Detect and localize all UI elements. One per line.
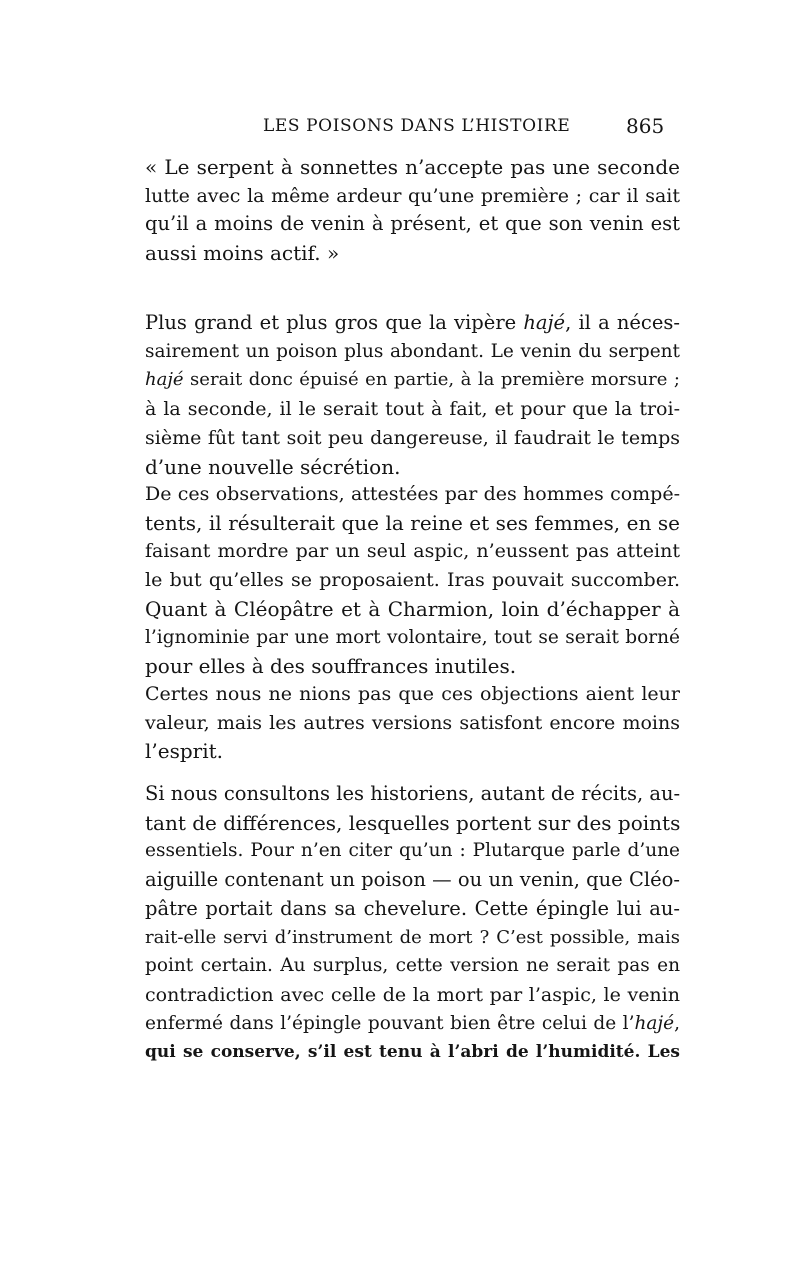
page-header — [0, 114, 800, 144]
text-line: l’esprit. — [145, 739, 224, 764]
text-line: d’une nouvelle sécrétion. — [145, 454, 401, 479]
text-line: Certes nous ne nions pas que ces objections aient leur — [145, 683, 680, 705]
paragraph — [145, 480, 680, 681]
text-line: Si nous consultons les historiens, autant de récits, au- — [145, 782, 681, 805]
text-line: le but qu’elles se proposaient. Iras pouvait succomber. — [145, 569, 680, 592]
text-line: faisant mordre par un seul aspic, n’eussent pas atteint — [145, 540, 680, 563]
running-head: LES POISONS DANS L’HISTOIRE — [263, 116, 571, 136]
text-line: tents, il résulterait que la reine et ses femmes, en se — [145, 510, 680, 535]
text-line: enfermé dans l’épingle pouvant bien être celui de l’hajé, — [145, 1012, 680, 1034]
text-line: pâtre portait dans sa chevelure. Cette épingle lui au- — [145, 896, 680, 920]
text-line: valeur, mais les autres versions satisfont encore moins — [145, 711, 680, 734]
text-line: qu’il a moins de venin à présent, et que son venin est — [145, 212, 680, 236]
text-line: aiguille contenant un poison — ou un venin, que Cléo- — [145, 868, 680, 892]
text-line: essentiels. Pour n’en citer qu’un : Plutarque parle d’une — [145, 840, 680, 862]
text-line: contradiction avec celle de la mort par l’aspic, le venin — [145, 983, 680, 1006]
paragraph-quote — [145, 153, 680, 268]
text-line: point certain. Au surplus, cette version ne serait pas en — [145, 955, 680, 977]
text-line: hajé serait donc épuisé en partie, à la première morsure ; — [145, 369, 680, 391]
text-line: l’ignominie par une mort volontaire, tout se serait borné — [145, 626, 680, 648]
italic-term: hajé — [634, 1012, 675, 1034]
text-line: sième fût tant soit peu dangereuse, il faudrait le temps — [145, 426, 680, 449]
text-line: Plus grand et plus gros que la vipère hajé, il a néces- — [145, 311, 680, 334]
text-line: Quant à Cléopâtre et à Charmion, loin d’échapper à — [145, 596, 680, 621]
italic-term: hajé — [145, 369, 184, 391]
text-line: « Le serpent à sonnettes n’accepte pas une seconde — [145, 155, 680, 179]
page-number: 865 — [626, 114, 665, 138]
text-line: aussi moins actif. » — [145, 241, 340, 266]
text-line: sairement un poison plus abondant. Le venin du serpent — [145, 340, 680, 362]
text-line: qui se conserve, s’il est tenu à l’abri de l’humidité. Les — [145, 1042, 680, 1063]
paragraph — [145, 680, 680, 766]
text-line: à la seconde, il le serait tout à fait, et pour que la troi- — [145, 398, 680, 421]
italic-term: hajé — [523, 311, 566, 334]
text-line: rait-elle servi d’instrument de mort ? C’est possible, mais — [145, 926, 680, 948]
paragraph — [145, 309, 680, 481]
text-line: lutte avec la même ardeur qu’une première ; car il sait — [145, 184, 680, 207]
text-line: De ces observations, attestées par des hommes compé- — [145, 483, 680, 505]
paragraph — [145, 780, 680, 1067]
text-line: pour elles à des souffrances inutiles. — [145, 654, 517, 679]
text-line: tant de différences, lesquelles portent sur des points — [145, 810, 681, 835]
